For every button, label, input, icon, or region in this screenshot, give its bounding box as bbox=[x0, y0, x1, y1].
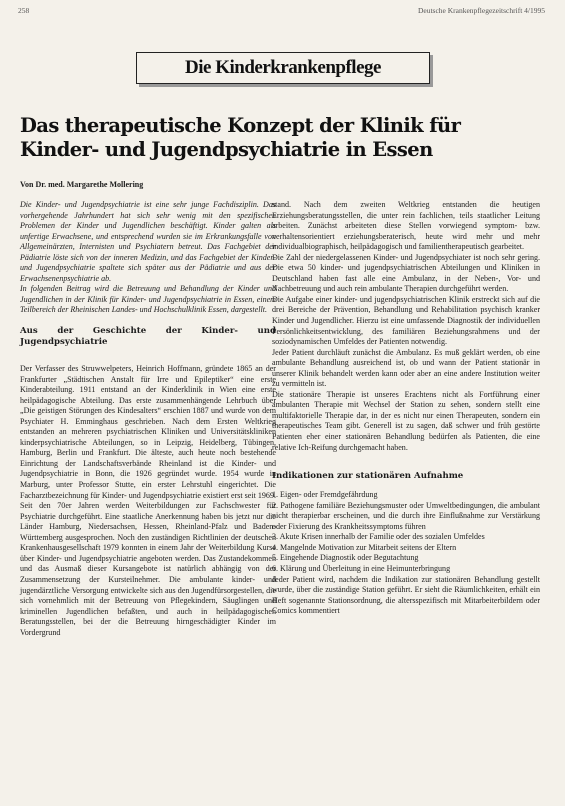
author-byline: Von Dr. med. Margarethe Mollering bbox=[20, 180, 144, 189]
list-item: 3. Akute Krisen innerhalb der Familie oder des sozialen Umfeldes bbox=[272, 532, 485, 542]
indication-list bbox=[272, 490, 540, 574]
title-line-2: Kinder- und Jugendpsychiatrie in Essen bbox=[20, 138, 433, 161]
running-header bbox=[18, 6, 545, 18]
list-item: 2. Pathogene familiäre Beziehungsmuster oder Umweltbedingungen, die ambulant nicht therapierbar erscheinen, und die durch ihre Einflußnahme zur Verstärkung oder Fixierung des Krankheitssymptoms führen bbox=[272, 500, 540, 531]
body-paragraph: Die stationäre Therapie ist unseres Erachtens nicht als Fortführung einer ambulanten Therapie mit Wechsel der Station zu sehen, sondern stellt eine multifaktorielle Therapie dar, in der es nicht nur einen Therapeuten, sondern ein therapeutisches Team gibt. Generell ist zu sagen, daß schwer und früh gestörte Patienten eher einer stationären Behandlung bedürfen als Patienten, die eine relative Ich-Reifung durchgemacht haben. bbox=[272, 389, 540, 452]
body-paragraph: Jeder Patient durchläuft zunächst die Ambulanz. Es muß geklärt werden, ob eine ambulante Behandlung ausreichend ist, ob und wann der Patient stationär in unserer Klinik behandelt werden kann oder aber an eine andere Institution weiter zu vermitteln ist. bbox=[272, 347, 540, 389]
body-paragraph: Die Zahl der niedergelassenen Kinder- und Jugendpsychiater ist noch sehr gering. Die etwa 50 kinder- und jugendpsychiatrischen Abteilungen und Kliniken in Deutschland haben fast alle eine Ambulanz, in der Neben-, Vor- und Nachbetreuung und auch rein ambulante Therapien durchgeführt werden. bbox=[272, 252, 540, 294]
body-paragraph: Die Aufgabe einer kinder- und jugendpsychiatrischen Klinik erstreckt sich auf die drei Bereiche der Prävention, Behandlung und Rehabilitation psychisch kranker Kinder und Jugendlicher. Hierzu ist eine umfassende Diagnostik der individuellen Persönlichkeitsentwicklung, des familiären Beziehungsrahmens und der soziodynamischen Umfeldes der Patienten notwendig. bbox=[272, 294, 540, 347]
list-item: 1. Eigen- oder Fremdgefährdung bbox=[272, 490, 378, 500]
right-column bbox=[272, 200, 540, 617]
intro-paragraph: In folgenden Beitrag wird die Betreuung und Behandlung der Kinder und Jugendlichen in der Klinik für Kinder- und Jugendpsychiatrie in Essen, einem Teilbereich der Rheinischen Landes- und Hochschulklinik Essen, dargestellt. bbox=[20, 284, 276, 315]
journal-name: Deutsche Krankenpflegezeitschrift 4/1995 bbox=[417, 6, 545, 15]
page-number: 258 bbox=[18, 6, 30, 15]
section-banner: Die Kinderkrankenpflege bbox=[136, 52, 430, 84]
list-item: 5. Eingehende Diagnostik oder Begutachtung bbox=[272, 553, 419, 563]
list-item: 4. Mangelnde Motivation zur Mitarbeit seitens der Eltern bbox=[272, 542, 457, 552]
title-line-1: Das therapeutische Konzept der Klinik für bbox=[20, 114, 461, 137]
section-heading: Indikationen zur stationären Aufnahme bbox=[272, 471, 464, 482]
body-paragraph: stand. Nach dem zweiten Weltkrieg entstanden die heutigen Erziehungsberatungsstellen, die unter rein fachlichen, teils staatlicher Leitung arbeiten. Zunächst arbeiteten diese Stellen vorwiegend symptom- bzw. verhaltensorientiert erziehungsberaterisch, heute wird mehr und mehr individualbiographisch, heilpädagogisch und familientherapeutisch gearbeitet. bbox=[272, 200, 540, 252]
list-item: 6. Klärung und Überleitung in eine Heimunterbringung bbox=[272, 563, 451, 573]
left-column bbox=[20, 200, 276, 638]
body-paragraph: Jeder Patient wird, nachdem die Indikation zur stationären Behandlung gestellt wurde, über die zuständige Station geführt. Er sieht die Räumlichkeiten, erhält ein Heft sogenannte Stationsordnung, die altersspezifisch mit Mitarbeiterbildern oder Comics kommentiert bbox=[272, 574, 540, 616]
article-title bbox=[20, 114, 490, 162]
body-paragraph: Der Verfasser des Struwwelpeters, Heinrich Hoffmann, gründete 1865 an der Frankfurter „Städtischen Anstalt für Irre und Epileptiker“ eine erste Kinderabteilung. 1911 entstand an der Kinderklinik in Wien eine erste heilpädagogische Abteilung. Das erste zusammenhängende Lehrbuch über „Die geistigen Störungen des Kindesalters“ erschien 1887 und wurde von dem Psychiater H. Emminghaus geschrieben. Nach dem Ersten Weltkrieg entstanden an mehreren psychiatrischen Kliniken und Universitätskliniken kinderpsychiatrische Abteilungen, so in Leipzig, Heidelberg, Tübingen, Hamburg, Berlin und Frankfurt. Die älteste, auch heute noch bestehende Einrichtung der Landschaftsverbände Rheinland ist die Kinder- und Jugendpsychiatrie in Bonn, die 1926 gegründet wurde. 1954 wurde in Marburg, unter Professor Stutte, ein erster Lehrstuhl eingerichtet. Die Facharztbezeichnung für Kinder- und Jugendpsychiatrie existiert erst seit 1969. Seit den 70er Jahren werden Weiterbildungen zur Fachschwester für Psychiatrie durchgeführt. Eine staatliche Anerkennung haben bis jetzt nur die Länder Hamburg, Niedersachsen, Hessen, Rheinland-Pfalz und Baden-Württemberg ausgesprochen. Noch den zuständigen Richtlinien der deutschen Krankenhausgesellschaft 1979 konnten in einem Jahr der Weiterbildung Kurse über Kinder- und Jugendpsychiatrie angeboten werden. Das Zustandekommen und das Ausmaß dieser Kursangebote ist natürlich abhängig von der Zusammensetzung der Kursteilnehmer. Die ambulante kinder- und jugendärztliche Versorgung entwickelte sich aus den Jugendfürsorgestellen, die sich vornehmlich mit der Betreuung von Pflegekindern, Säuglingen und kriminellen Jugendlichen befaßten, und auch in heilpädagogischen Beratungsstellen, bei der die Betreuung hirngeschädigter Kinder im Vordergrund bbox=[20, 364, 276, 637]
section-heading: Aus der Geschichte der Kinder- und Jugendpsychiatrie bbox=[20, 326, 276, 348]
intro-paragraph: Die Kinder- und Jugendpsychiatrie ist eine sehr junge Fachdisziplin. Das vorhergehende Jahrhundert hat sich sehr wenig mit den spezifischen Problemen der Kinder und Jugendlichen beschäftigt. Kinder galten als unfertige Erwachsene, und entsprechend wurden sie im Erkrankungsfalle von Allgemeinärzten, Internisten und Psychiatern betreut. Das Fachgebiet der Pädiatrie löste sich von der inneren Medizin, und das Fachgebiet der Kinder- und Jugendpsychiatrie spaltete sich später aus der Pädiatrie und aus der Erwachsenenpsychiatrie ab. bbox=[20, 200, 276, 283]
